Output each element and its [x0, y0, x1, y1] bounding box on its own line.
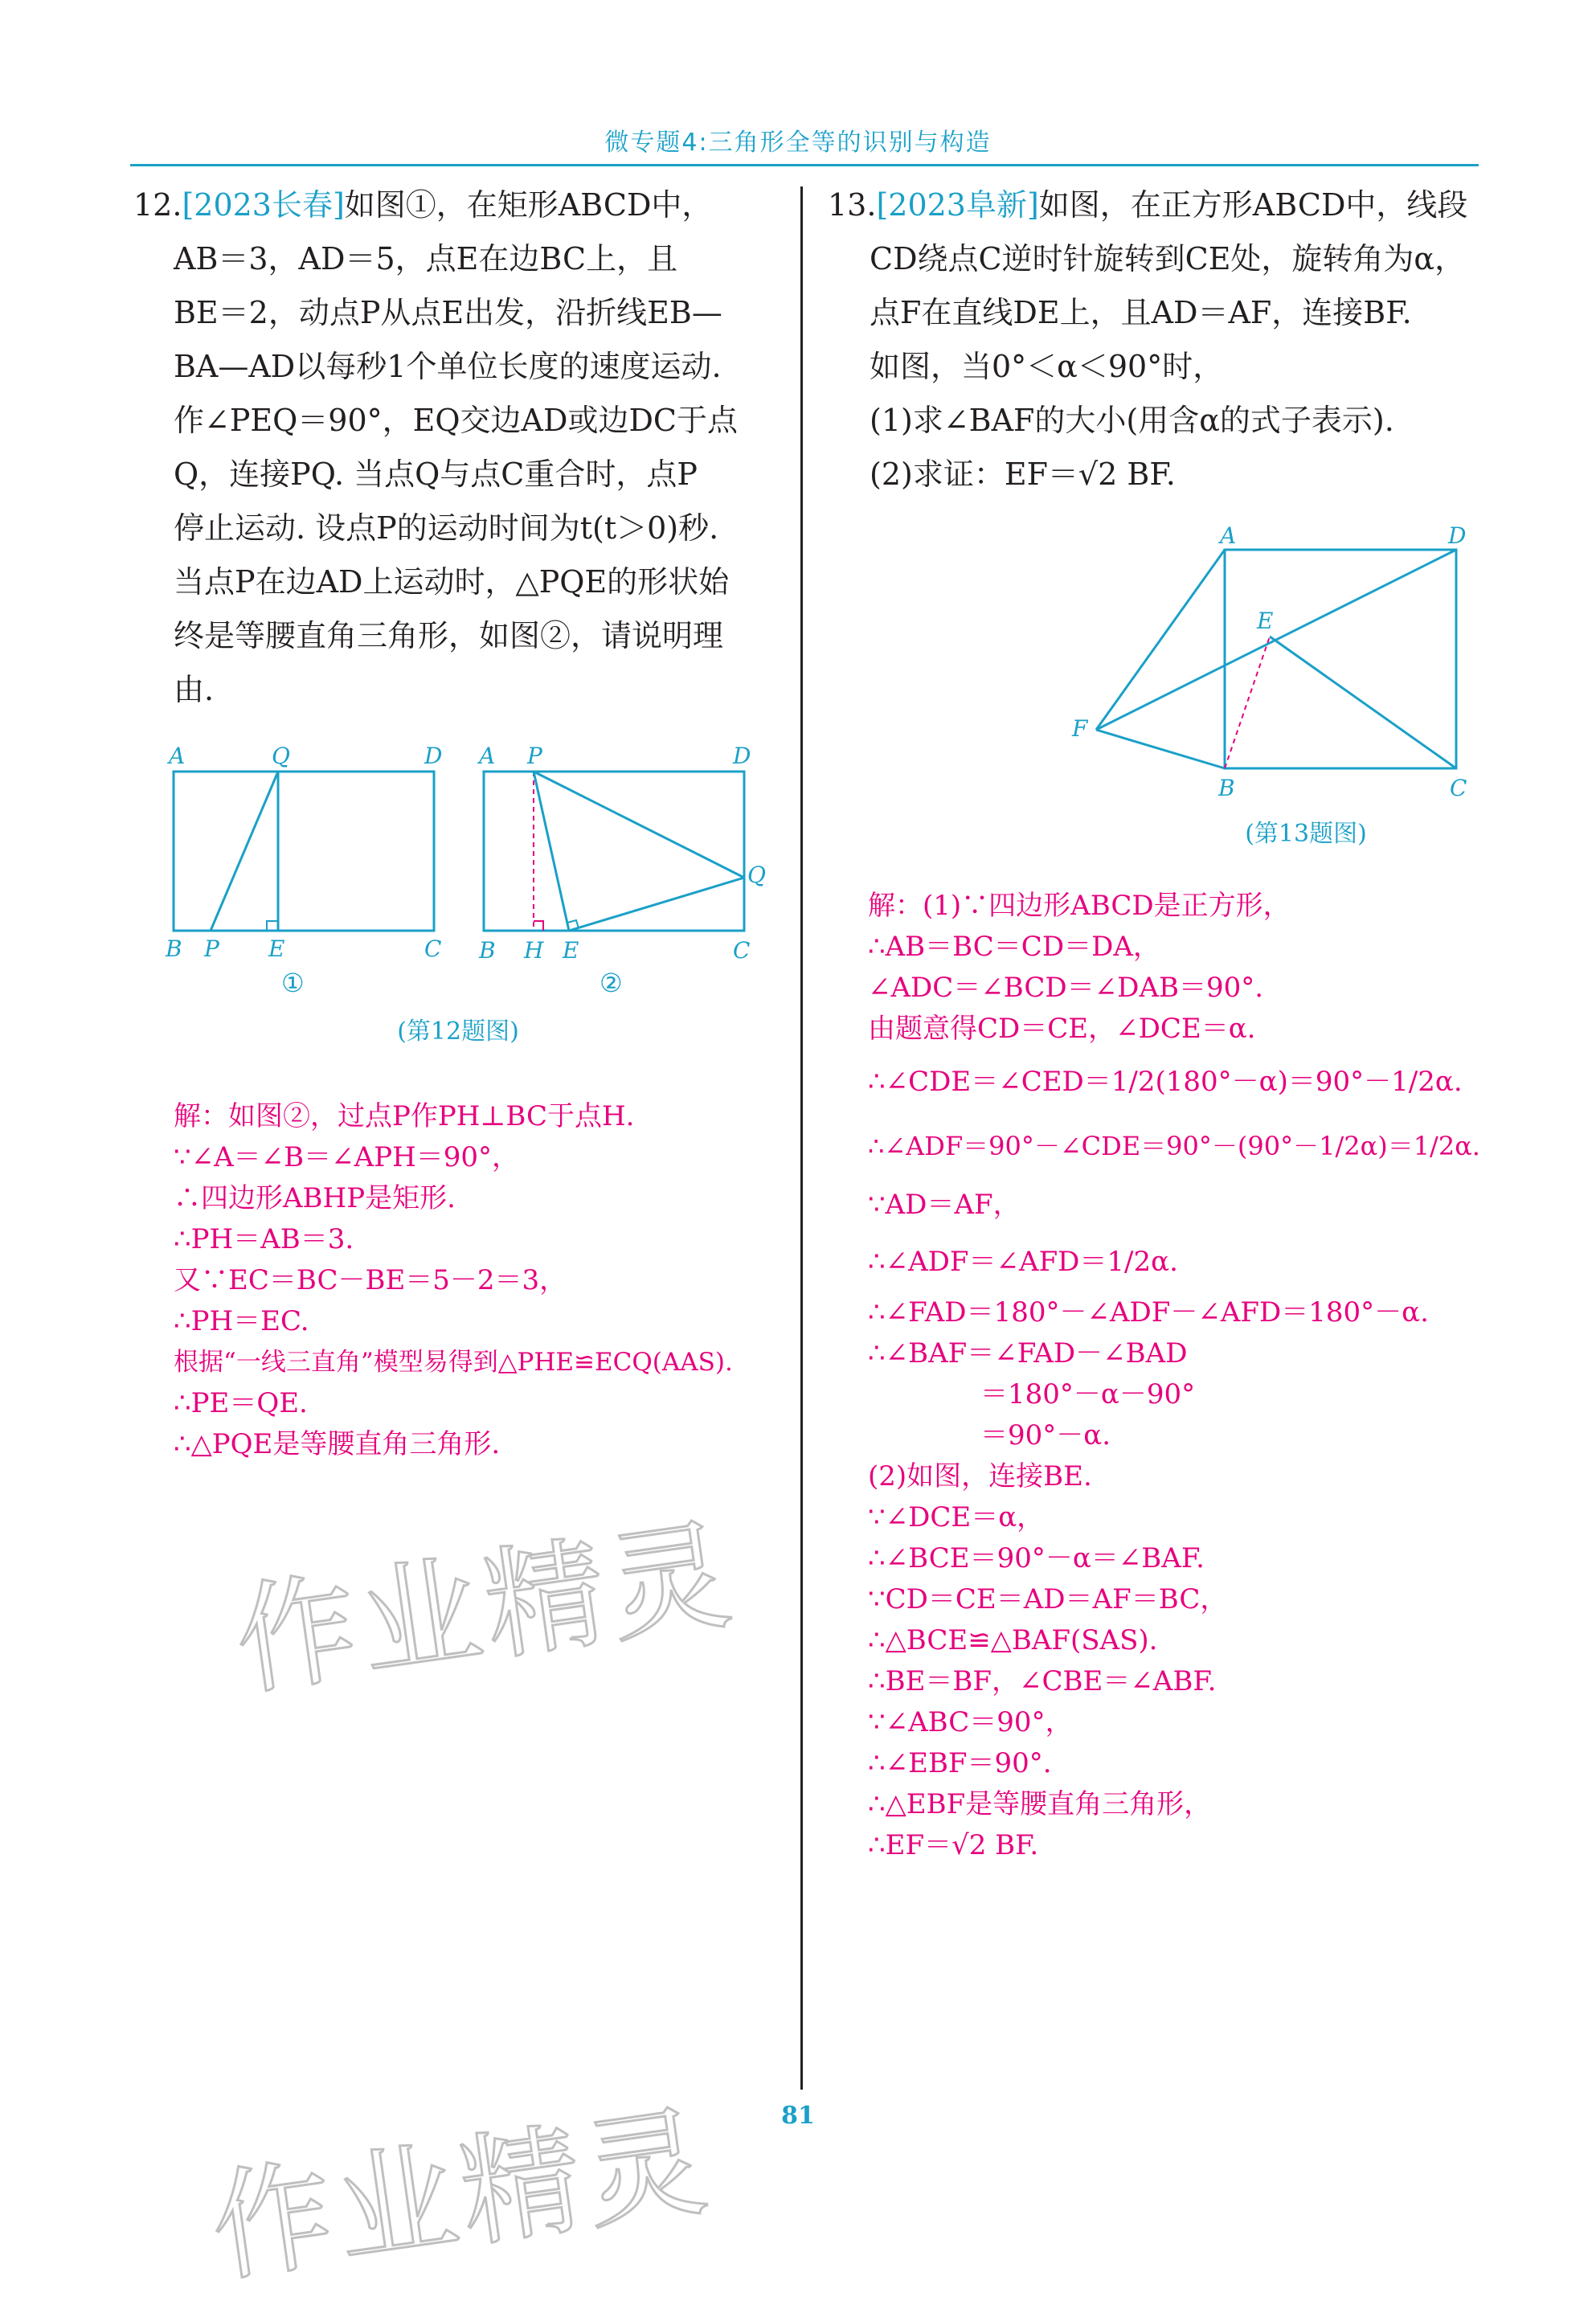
q13-source: [2023阜新] [876, 187, 1039, 223]
q12-text [133, 178, 776, 717]
q12-source: [2023长春] [182, 187, 345, 223]
q12-solution-line-3: ∴PH＝AB＝3. [174, 1223, 354, 1255]
q13-square [1225, 550, 1456, 768]
watermark-logo: 作业精灵 [227, 1505, 744, 1713]
q12-solution-line-8: ∴△PQE是等腰直角三角形. [174, 1428, 501, 1460]
q13-solution-line-8: ∴∠FAD＝180°－∠ADF－∠AFD＝180°－α. [868, 1296, 1429, 1329]
fig2-label-c: C [733, 937, 751, 964]
q13-solution-line-21: ∴EF＝√2 BF. [868, 1829, 1039, 1861]
q13-solution-line-16: ∴△BCE≌△BAF(SAS). [868, 1624, 1158, 1656]
fig2-label-h: H [524, 937, 544, 964]
q13-line-2: 点F在直线DE上，且AD＝AF，连接BF. [870, 295, 1412, 330]
fig2-rectangle [484, 772, 744, 931]
fig1-segment-pq [211, 772, 278, 931]
q13-solution-line-14: ∴∠BCE＝90°－α＝∠BAF. [868, 1542, 1205, 1574]
fig1-mark: ① [281, 968, 305, 998]
q12-solution-line-0: 解：如图②，过点P作PH⊥BC于点H. [174, 1100, 635, 1132]
fig2-segment-pe [534, 772, 569, 931]
q13-solution-line-18: ∵∠ABC＝90°， [868, 1706, 1073, 1738]
fig2-right-angle-h [534, 921, 543, 931]
fig1-label-a: A [169, 743, 186, 769]
fig1-label-q: Q [272, 743, 290, 769]
q12-line-9: 由. [174, 672, 215, 707]
fig1-label-d: D [424, 743, 443, 769]
q12-line-2: BE＝2，动点P从点E出发，沿折线EB— [174, 295, 722, 330]
q12-line-8: 终是等腰直角三角形，如图②，请说明理 [174, 618, 724, 653]
q13-solution-line-19: ∴∠EBF＝90°. [868, 1747, 1052, 1779]
q13-solution-line-6: ∵AD＝AF， [868, 1189, 1021, 1221]
q13-text [828, 178, 1487, 502]
q13-line-text-0: 如图，在正方形ABCD中，线段 [1038, 187, 1468, 223]
q13-line-3: 如图，当0°＜α＜90°时， [870, 349, 1224, 384]
q13-solution-line-1: ∴AB＝BC＝CD＝DA， [868, 931, 1160, 963]
q12-line-text-0: 如图①，在矩形ABCD中， [344, 187, 713, 223]
q13-number: 13. [828, 187, 877, 223]
q12-figure-1 [161, 733, 458, 998]
q13-segment-fa [1096, 550, 1225, 730]
fig2-segment-pq [534, 772, 744, 878]
q12-line-1: AB＝3，AD＝5，点E在边BC上，且 [174, 241, 678, 276]
fig1-label-e: E [268, 936, 285, 962]
q13-solution-line-10: ＝180°－α－90° [980, 1378, 1196, 1410]
q13-label-c: C [1450, 775, 1467, 801]
column-divider [800, 186, 803, 2090]
fig2-label-e: E [563, 937, 579, 964]
q13-line-0 [828, 178, 1487, 232]
q13-line-4: (1)求∠BAF的大小(用含α的式子表示). [870, 403, 1394, 438]
q13-solution-line-9: ∴∠BAF＝∠FAD－∠BAD [868, 1337, 1188, 1369]
q13-solution-line-3: 由题意得CD＝CE，∠DCE＝α. [868, 1013, 1256, 1045]
q12-solution-line-1: ∵∠A＝∠B＝∠APH＝90°， [174, 1141, 519, 1173]
q13-segment-be [1225, 637, 1270, 768]
q13-line-5: (2)求证：EF＝√2 BF. [870, 456, 1176, 492]
fig1-rectangle [174, 772, 434, 931]
q13-solution-line-13: ∵∠DCE＝α， [868, 1501, 1045, 1533]
q13-solution-line-7: ∴∠ADF＝∠AFD＝1/2α. [868, 1246, 1178, 1278]
q13-solution-line-4: ∴∠CDE＝∠CED＝1/2(180°－α)＝90°－1/2α. [868, 1066, 1463, 1098]
q12-line-3: BA—AD以每秒1个单位长度的速度运动. [174, 349, 722, 384]
q12-line-5: Q，连接PQ. 当点Q与点C重合时，点P [174, 456, 698, 492]
fig1-label-c: C [424, 936, 442, 962]
q13-label-d: D [1448, 522, 1467, 549]
fig1-right-angle-mark [267, 921, 278, 931]
fig2-segment-eq [569, 878, 744, 931]
q13-solution-line-11: ＝90°－α. [980, 1419, 1111, 1451]
q12-figure-2 [471, 733, 768, 998]
q13-solution-line-20: ∴△EBF是等腰直角三角形， [868, 1788, 1212, 1820]
q13-segment-fb [1096, 730, 1225, 768]
q12-caption: (第12题图) [397, 1017, 519, 1046]
q12-solution-line-5: ∴PH＝EC. [174, 1305, 309, 1337]
q12-line-7: 当点P在边AD上运动时，△PQE的形状始 [174, 564, 730, 600]
fig2-label-q: Q [747, 862, 766, 888]
q13-solution [868, 886, 1495, 1866]
watermark-logo-bottom: 作业精灵 [203, 2091, 720, 2300]
q13-caption: (第13题图) [1245, 820, 1367, 848]
q13-solution-line-12: (2)如图，连接BE. [868, 1460, 1092, 1492]
fig1-label-p: P [204, 936, 219, 962]
q12-solution-line-6: 根据“一线三直角”模型易得到△PHE≌ECQ(AAS). [174, 1348, 733, 1377]
q12-number: 12. [133, 187, 182, 223]
q12-solution [174, 1096, 792, 1465]
q13-solution-line-2: ∠ADC＝∠BCD＝∠DAB＝90°. [868, 972, 1264, 1004]
fig2-label-a: A [479, 743, 496, 769]
q13-label-e: E [1257, 608, 1274, 634]
page-header-title: 微专题4:三角形全等的识别与构造 [604, 129, 992, 157]
fig1-label-b: B [166, 936, 182, 962]
q13-figure [1061, 514, 1479, 820]
fig2-mark: ② [600, 968, 623, 998]
page-number: 81 [781, 2102, 815, 2130]
q12-line-4: 作∠PEQ＝90°，EQ交边AD或边DC于点 [174, 403, 738, 438]
q12-line-0 [133, 178, 776, 232]
fig2-label-b: B [479, 937, 496, 964]
q13-line-1: CD绕点C逆时针旋转到CE处，旋转角为α， [870, 241, 1466, 276]
q13-solution-line-5: ∴∠ADF＝90°－∠CDE＝90°－(90°－1/2α)＝1/2α. [868, 1131, 1480, 1161]
q13-solution-line-15: ∵CD＝CE＝AD＝AF＝BC， [868, 1583, 1228, 1615]
q12-solution-line-2: ∴四边形ABHP是矩形. [174, 1182, 456, 1214]
q13-solution-line-0: 解：(1)∵四边形ABCD是正方形， [868, 890, 1291, 922]
q13-segment-ec [1270, 637, 1456, 768]
q13-solution-line-17: ∴BE＝BF，∠CBE＝∠ABF. [868, 1665, 1217, 1697]
header-rule [130, 164, 1479, 166]
q13-label-f: F [1072, 715, 1088, 742]
q12-solution-line-7: ∴PE＝QE. [174, 1387, 308, 1419]
q13-label-b: B [1218, 775, 1235, 801]
q13-label-a: A [1220, 522, 1237, 549]
fig2-label-d: D [733, 743, 751, 769]
fig2-label-p: P [527, 743, 542, 769]
q12-line-6: 停止运动. 设点P的运动时间为t(t＞0)秒. [174, 510, 719, 546]
q12-solution-line-4: 又∵EC＝BC－BE＝5－2＝3， [174, 1264, 567, 1296]
